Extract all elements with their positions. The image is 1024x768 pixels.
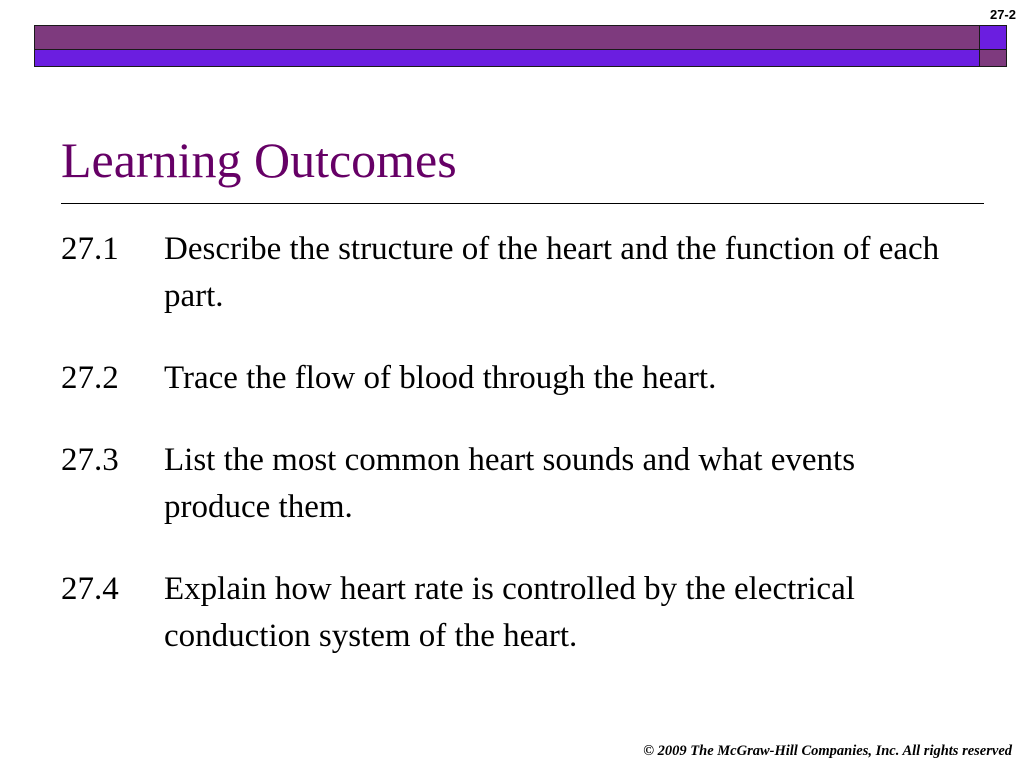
outcome-text: Describe the structure of the heart and the function of each part. [164, 231, 940, 314]
outcome-number: 27.3 [61, 442, 119, 478]
outcome-number: 27.1 [61, 231, 119, 267]
outcome-number: 27.2 [61, 360, 119, 396]
header-bar-blue [34, 50, 980, 67]
outcome-text: Explain how heart rate is controlled by the electrical conduction system of the heart. [164, 571, 855, 654]
header-bar-purple [34, 25, 980, 50]
outcome-text: List the most common heart sounds and what events produce them. [164, 442, 856, 525]
outcome-item [61, 566, 961, 660]
title-divider [61, 203, 984, 204]
outcome-text: Trace the flow of blood through the heart. [164, 360, 717, 396]
header-square-purple [980, 50, 1007, 67]
outcome-item [61, 437, 961, 531]
outcome-number: 27.4 [61, 571, 119, 607]
learning-outcomes-list [61, 226, 961, 695]
copyright-footer: © 2009 The McGraw-Hill Companies, Inc. All rights reserved [643, 743, 1012, 759]
outcome-item [61, 355, 961, 402]
slide-title: Learning Outcomes [61, 132, 457, 188]
outcome-item [61, 226, 961, 320]
slide-number: 27-2 [989, 7, 1016, 22]
header-square-blue [980, 25, 1007, 50]
